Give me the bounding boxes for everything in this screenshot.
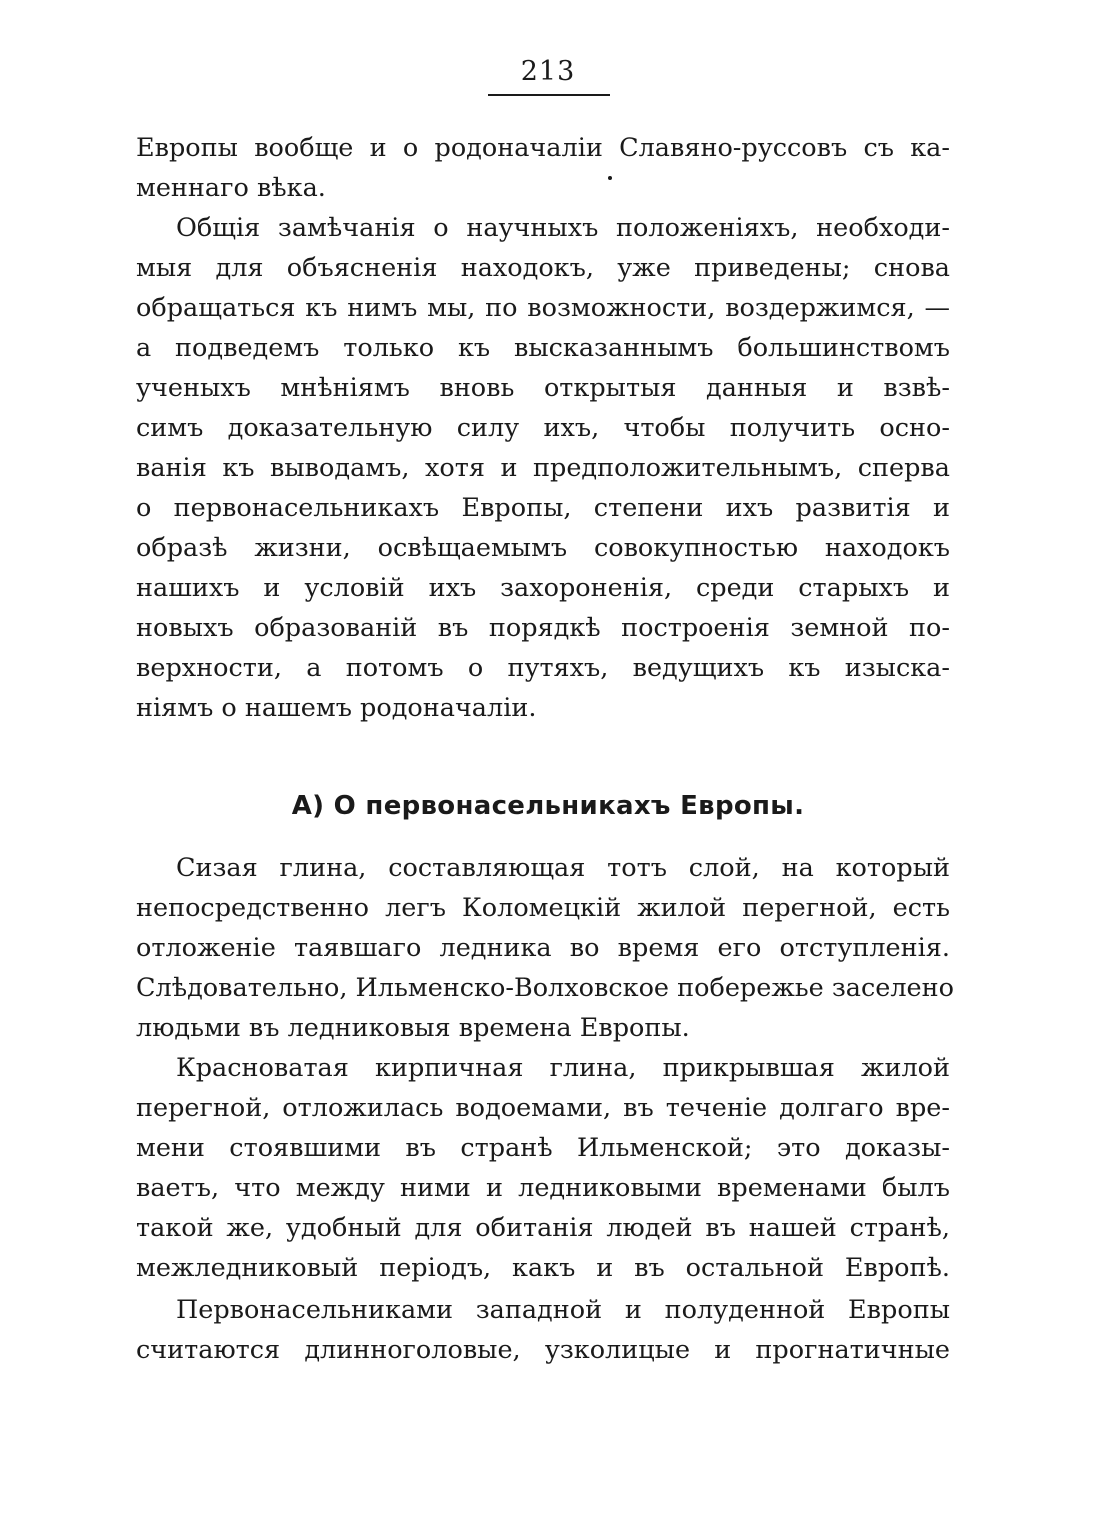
text-line: Первонасельниками западной и полуденной Европы — [176, 1295, 950, 1325]
text-line: считаются длинноголовые, узколицые и прогнатичные — [136, 1335, 950, 1365]
text-line: обращаться къ нимъ мы, по возможности, воздержимся, — — [136, 293, 950, 323]
text-line: симъ доказательную силу ихъ, чтобы получить осно- — [136, 413, 950, 443]
text-line: новыхъ образованiй въ порядкѣ построенiя земной по- — [136, 613, 950, 643]
text-line: Общiя замѣчанiя о научныхъ положенiяхъ, необходи- — [176, 213, 950, 243]
text-line: верхности, а потомъ о путяхъ, ведущихъ къ изыска- — [136, 653, 950, 683]
text-line: межледниковый перiодъ, какъ и въ остальной Европѣ. — [136, 1253, 950, 1283]
text-line: ванiя къ выводамъ, хотя и предположительнымъ, сперва — [136, 453, 950, 483]
text-line: нашихъ и условiй ихъ захороненiя, среди старыхъ и — [136, 573, 950, 603]
text-line: а подведемъ только къ высказаннымъ большинствомъ — [136, 333, 950, 363]
text-line: Красноватая кирпичная глина, прикрывшая жилой — [176, 1053, 950, 1083]
text-line: меннаго вѣка. — [136, 173, 326, 203]
text-line: людьми въ ледниковыя времена Европы. — [136, 1013, 690, 1043]
text-line: непосредственно легъ Коломецкiй жилой перегной, есть — [136, 893, 950, 923]
page-number-rule — [488, 94, 610, 96]
text-line: перегной, отложилась водоемами, въ теченiе долгаго вре- — [136, 1093, 950, 1123]
text-line: Европы вообще и о родоначалiи Славяно-руссовъ съ ка- — [136, 133, 950, 163]
text-line: Сизая глина, составляющая тотъ слой, на который — [176, 853, 950, 883]
text-line: ученыхъ мнѣнiямъ вновь открытыя данныя и взвѣ- — [136, 373, 950, 403]
section-heading: А) О первонасельникахъ Европы. — [291, 791, 805, 821]
text-line: такой же, удобный для обитанiя людей въ нашей странѣ, — [136, 1213, 950, 1243]
text-line: мени стоявшими въ странѣ Ильменской; это доказы- — [136, 1133, 950, 1163]
text-line: мыя для объясненiя находокъ, уже приведены; снова — [136, 253, 950, 283]
text-line: Слѣдовательно, Ильменско-Волховское побережье заселено — [136, 973, 954, 1003]
page-number: 213 — [520, 56, 576, 87]
text-line: образѣ жизни, освѣщаемымъ совокупностью находокъ — [136, 533, 950, 563]
text-line: ваетъ, что между ними и ледниковыми временами былъ — [136, 1173, 950, 1203]
text-line: нiямъ о нашемъ родоначалiи. — [136, 693, 537, 723]
text-line: отложенiе таявшаго ледника во время его отступленiя. — [136, 933, 950, 963]
text-line: о первонасельникахъ Европы, степени ихъ развитiя и — [136, 493, 950, 523]
